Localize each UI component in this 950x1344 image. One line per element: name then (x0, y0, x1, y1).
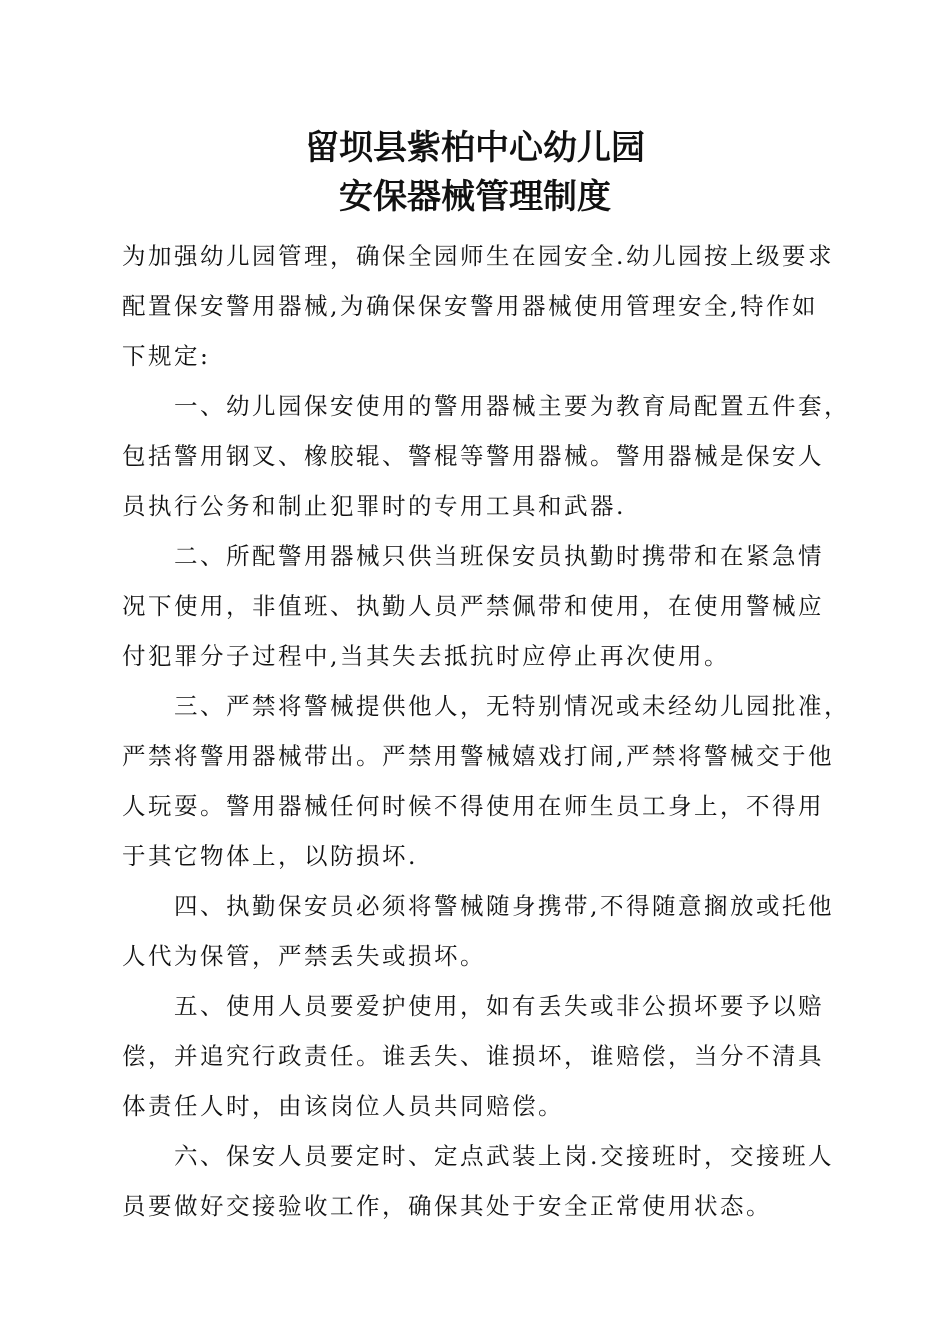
text-line: 五、使用人员要爱护使用，如有丢失或非公损坏要予以赔 (174, 992, 824, 1020)
paragraph-rule-1 (122, 381, 850, 531)
text-line: 六、保安人员要定时、定点武装上岗.交接班时，交接班人 (174, 1142, 834, 1170)
text-line: 偿，并追究行政责任。谁丢失、谁损坏，谁赔偿，当分不清具 (122, 1042, 824, 1070)
text-line: 体责任人时，由该岗位人员共同赔偿。 (122, 1092, 564, 1120)
text-line: 况下使用，非值班、执勤人员严禁佩带和使用，在使用警械应 (122, 592, 824, 620)
document-body (122, 231, 850, 1231)
paragraph-rule-2 (122, 531, 842, 681)
text-line: 三、严禁将警械提供他人，无特别情况或未经幼儿园批准， (174, 692, 850, 720)
text-line: 二、所配警用器械只供当班保安员执勤时携带和在紧急情 (174, 542, 824, 570)
text-line: 员执行公务和制止犯罪时的专用工具和武器. (122, 492, 626, 520)
text-line: 下规定: (122, 342, 211, 370)
paragraph-rule-6 (122, 1131, 842, 1231)
text-line: 人代为保管，严禁丢失或损坏。 (122, 942, 486, 970)
text-line: 员要做好交接验收工作，确保其处于安全正常使用状态。 (122, 1192, 772, 1220)
text-line: 包括警用钢叉、橡胶辊、警棍等警用器械。警用器械是保安人 (122, 442, 824, 470)
text-line: 为加强幼儿园管理，确保全园师生在园安全.幼儿园按上级要求 (122, 242, 834, 270)
paragraph-rule-5 (122, 981, 842, 1131)
text-line: 配置保安警用器械,为确保保安警用器械使用管理安全,特作如 (122, 292, 818, 320)
text-line: 于其它物体上，以防损坏. (122, 842, 418, 870)
paragraph-rule-4 (122, 881, 842, 981)
paragraph-rule-3 (122, 681, 850, 881)
paragraph-intro (122, 231, 842, 381)
text-line: 四、执勤保安员必须将警械随身携带,不得随意搁放或托他 (174, 892, 834, 920)
text-line: 付犯罪分子过程中,当其失去抵抗时应停止再次使用。 (122, 642, 730, 670)
text-line: 人玩耍。警用器械任何时候不得使用在师生员工身上，不得用 (122, 792, 824, 820)
text-line: 严禁将警用器械带出。严禁用警械嬉戏打闹,严禁将警械交于他 (122, 742, 834, 770)
text-line: 一、幼儿园保安使用的警用器械主要为教育局配置五件套， (174, 392, 850, 420)
document-title-line-2: 安保器械管理制度 (339, 177, 611, 217)
document-title-line-1: 留坝县紫柏中心幼儿园 (305, 128, 645, 168)
